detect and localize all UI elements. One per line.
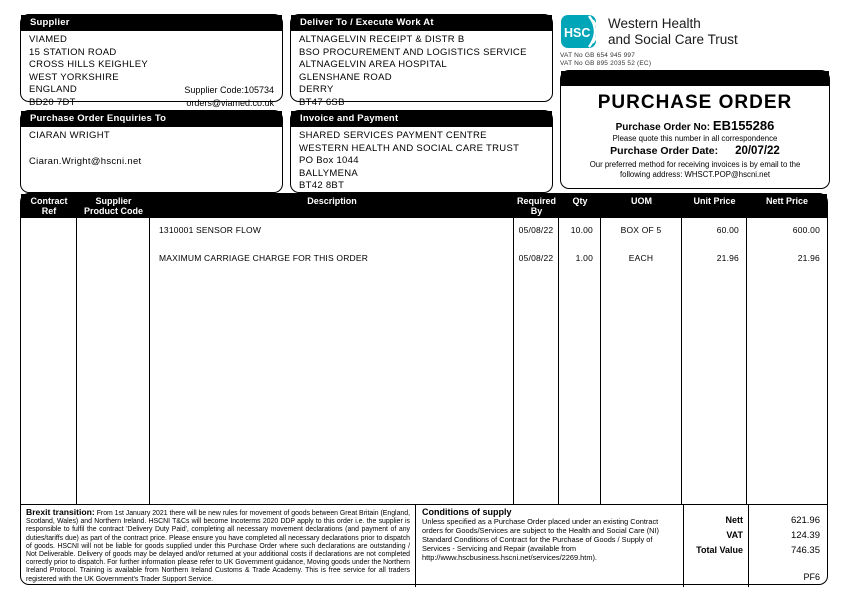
invoice-line: BT42 8BT	[299, 180, 345, 192]
purchase-order-date: 20/07/22	[735, 145, 780, 157]
trust-name-line1: Western Health	[608, 15, 701, 31]
filler-cell	[21, 276, 77, 504]
svg-text:HSC: HSC	[564, 26, 591, 40]
filler-cell	[747, 276, 827, 504]
purchase-order-number-label: Purchase Order No:	[615, 122, 711, 133]
row2-qty: 1.00	[559, 246, 601, 276]
purchase-order-number: EB155286	[712, 118, 775, 133]
vat-line2: VAT No GB 895 2035 52 (EC)	[560, 59, 652, 67]
supplier-address-line: 15 STATION ROAD	[29, 46, 117, 58]
purchase-order-box	[560, 70, 830, 189]
purchase-order-title: PURCHASE ORDER	[597, 92, 793, 113]
col-header-unit-price: Unit Price	[693, 196, 736, 206]
row1-nett-price: 600.00	[792, 225, 820, 235]
table-header-row	[21, 194, 827, 218]
supplier-section	[20, 14, 283, 108]
total-value: 746.35	[790, 545, 820, 556]
supplier-email: orders@viamed.co.uk	[186, 97, 274, 108]
right-column	[560, 13, 830, 189]
purchase-order-box-body	[561, 86, 829, 188]
col-header-qty: Qty	[572, 196, 588, 206]
brexit-transition-note	[21, 505, 416, 587]
col-header-required-by: Required By	[516, 196, 556, 216]
supplier-postcode: BD20 7DT	[29, 96, 76, 108]
col-header-uom: UOM	[631, 196, 652, 206]
col-header-supplier-product-code: Supplier Product Code	[83, 196, 143, 216]
middle-column	[290, 14, 553, 193]
filler-cell	[150, 276, 514, 504]
trust-name	[608, 16, 738, 48]
trust-name-line2: and Social Care Trust	[608, 31, 738, 47]
trust-branding	[560, 13, 830, 50]
hsc-logo-icon	[560, 13, 600, 50]
deliver-line: BT47 6SB	[299, 96, 345, 108]
row2-uom: EACH	[601, 246, 682, 276]
deliver-line: ALTNAGELVIN RECEIPT & DISTR B	[299, 34, 465, 45]
row1-product-code	[77, 218, 150, 246]
page-code: PF6	[803, 572, 820, 582]
row2-contract-ref	[21, 246, 77, 276]
row1-qty: 10.00	[559, 218, 601, 246]
quote-note: Please quote this number in all correspondence	[612, 134, 778, 143]
col-header-nett-price: Nett Price	[765, 196, 809, 206]
filler-cell	[682, 276, 747, 504]
filler-cell	[514, 276, 559, 504]
filler-cell	[559, 276, 601, 504]
nett-value: 621.96	[790, 515, 820, 526]
row1-required-by: 05/08/22	[514, 218, 559, 246]
vat-value: 124.39	[790, 530, 820, 541]
order-lines-table	[20, 193, 828, 585]
enquiries-body	[21, 127, 282, 192]
row2-nett-price: 21.96	[797, 253, 820, 263]
supplier-line-country-code	[29, 84, 274, 97]
supplier-address-line: CROSS HILLS KEIGHLEY	[29, 59, 148, 71]
deliver-line: GLENSHANE ROAD	[299, 71, 392, 83]
deliver-line: BSO PROCUREMENT AND LOGISTICS SERVICE	[299, 46, 527, 58]
enquiries-email: Ciaran.Wright@hscni.net	[29, 155, 142, 167]
invoice-line: SHARED SERVICES PAYMENT CENTRE	[299, 130, 487, 141]
conditions-text: Unless specified as a Purchase Order placed under an existing Contract orders for Goods/Services are subject to the Health and Social Care (NI) Standard Conditions of Contract for the Purchase of Goods / Supply of Services - Servicing and Repair (available from http://www.hscbusiness.hscni.net/services/2269.htm).	[422, 517, 660, 562]
filler-cell	[601, 276, 682, 504]
supplier-line-postcode-email	[29, 97, 274, 110]
deliver-to-section	[290, 14, 553, 108]
table-body	[21, 218, 827, 504]
enquiries-section	[20, 110, 283, 193]
invoice-payment-section	[290, 110, 553, 193]
total-value-label: Total Value	[696, 545, 743, 555]
col-header-description: Description	[307, 196, 357, 206]
supplier-country: ENGLAND	[29, 84, 78, 96]
invoice-line: BALLYMENA	[299, 167, 359, 179]
row2-unit-price: 21.96	[682, 246, 747, 276]
row2-required-by: 05/08/22	[514, 246, 559, 276]
vat-label: VAT	[726, 530, 743, 540]
row1-contract-ref	[21, 218, 77, 246]
deliver-to-address	[291, 31, 552, 108]
table-footer	[21, 504, 827, 584]
col-header-contract-ref: Contract Ref	[30, 196, 68, 216]
supplier-code: Supplier Code:105734	[184, 85, 274, 96]
conditions-title: Conditions of supply	[422, 507, 512, 517]
purchase-order-box-cap	[561, 71, 829, 86]
row1-unit-price: 60.00	[682, 218, 747, 246]
deliver-to-header: Deliver To / Execute Work At	[291, 15, 552, 31]
supplier-name: VIAMED	[29, 34, 68, 45]
invoice-line: WESTERN HEALTH AND SOCIAL CARE TRUST	[299, 142, 520, 154]
invoice-line: PO Box 1044	[299, 155, 359, 167]
nett-label: Nett	[725, 515, 743, 525]
totals-values	[749, 505, 827, 587]
brexit-title: Brexit transition:	[26, 507, 95, 517]
vat-numbers	[560, 52, 830, 67]
deliver-line: DERRY	[299, 84, 334, 96]
row2-product-code	[77, 246, 150, 276]
deliver-line: ALTNAGELVIN AREA HOSPITAL	[299, 59, 447, 71]
purchase-order-number-line	[567, 118, 823, 133]
row1-description: 1310001 SENSOR FLOW	[150, 218, 514, 246]
supplier-address-line: WEST YORKSHIRE	[29, 71, 119, 83]
invoice-payment-header: Invoice and Payment	[291, 111, 552, 127]
row1-uom: BOX OF 5	[601, 218, 682, 246]
invoice-method-note: Our preferred method for receiving invoices is by email to the following address: WHSCT.POP@hscni.net	[589, 160, 801, 179]
purchase-order-date-line	[567, 145, 823, 157]
totals-labels	[684, 505, 749, 587]
conditions-of-supply	[416, 505, 684, 587]
enquiries-header: Purchase Order Enquiries To	[21, 111, 282, 127]
brexit-text: From 1st January 2021 there will be new rules for movement of goods between Great Britain (England, Scotland, Wales) and Northern Ireland. HSCNI T&Cs will become Incoterms 2020 DDP apply to this order i.e. the supplier is responsible to fulfil the contract 'Delivery Duty Paid', completing all necessary movement declarations (and payment of any duties/tariffs due) as part of the contract price. Please ensure you have completed all necessary declarations prior to dispatch of goods. HSCNI will not be liable for goods supplied under this Purchase Order where such declarations are outstanding / Not Deliverable. Delivery of goods may be delayed and/or returned at your additional costs if declarations are not completed correctly prior to dispatch. For further information please refer to UK Government guidance, Moving goods under the Northern Ireland Protocol. Training is available from Northern Ireland Customs & Trade Academy. This is free service for all traders registered with the UK Government's Trader Support Service.	[26, 510, 410, 583]
vat-line1: VAT No GB 654 945 997	[560, 52, 636, 59]
left-column	[20, 14, 283, 193]
invoice-payment-address	[291, 127, 552, 192]
supplier-header: Supplier	[21, 15, 282, 31]
supplier-address	[21, 31, 282, 108]
purchase-order-date-label: Purchase Order Date:	[610, 145, 719, 157]
row2-description: MAXIMUM CARRIAGE CHARGE FOR THIS ORDER	[150, 246, 514, 276]
enquiries-contact: CIARAN WRIGHT	[29, 130, 110, 141]
filler-cell	[77, 276, 150, 504]
